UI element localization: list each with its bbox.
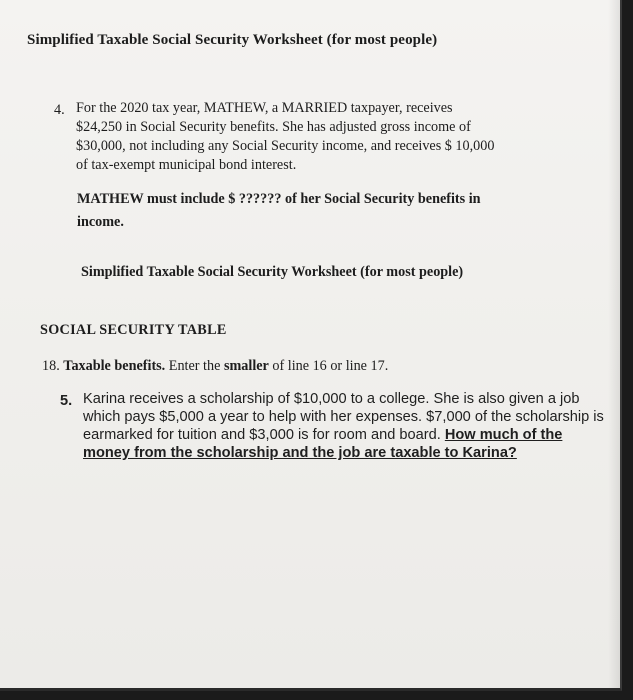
- worksheet-title-2: Simplified Taxable Social Security Worksheet (for most people): [81, 264, 464, 280]
- question-5-line-3-text: earmarked for tuition and $3,000 is for room and board.: [83, 427, 441, 443]
- page-edge-shadow: [608, 0, 620, 688]
- question-5-question-part-1: How much of the: [444, 427, 563, 443]
- question-4-ask-line-1: MATHEW must include $ ?????? of her Social Security benefits in: [77, 191, 481, 207]
- question-5-line-3: [83, 427, 562, 443]
- social-security-table-heading: SOCIAL SECURITY TABLE: [40, 322, 227, 338]
- question-4-number: 4.: [54, 102, 65, 118]
- line-18-number: 18.: [42, 358, 60, 374]
- question-4-ask-line-2: income.: [77, 214, 124, 230]
- question-5-number: 5.: [60, 393, 73, 409]
- question-4-line-2: $24,250 in Social Security benefits. She has adjusted gross income of: [76, 119, 471, 135]
- question-5-line-2: which pays $5,000 a year to help with her expenses. $7,000 of the scholarship is: [83, 409, 604, 425]
- question-5-question-part-2: money from the scholarship and the job are taxable to Karina?: [83, 445, 517, 461]
- question-4-line-4: of tax-exempt municipal bond interest.: [76, 157, 297, 173]
- worksheet-title: Simplified Taxable Social Security Worksheet (for most people): [27, 32, 438, 48]
- question-4-line-1: For the 2020 tax year, MATHEW, a MARRIED taxpayer, receives: [76, 100, 453, 116]
- line-18-smaller: smaller: [223, 358, 269, 374]
- line-18-label: Taxable benefits.: [63, 358, 166, 374]
- line-18-text-a: Enter the: [168, 358, 221, 374]
- question-5-line-1: Karina receives a scholarship of $10,000 to a college. She is also given a job: [83, 391, 580, 407]
- line-18-text-b: of line 16 or line 17.: [272, 358, 389, 374]
- question-4-line-3: $30,000, not including any Social Security income, and receives $ 10,000: [76, 138, 495, 154]
- line-18: [42, 358, 388, 375]
